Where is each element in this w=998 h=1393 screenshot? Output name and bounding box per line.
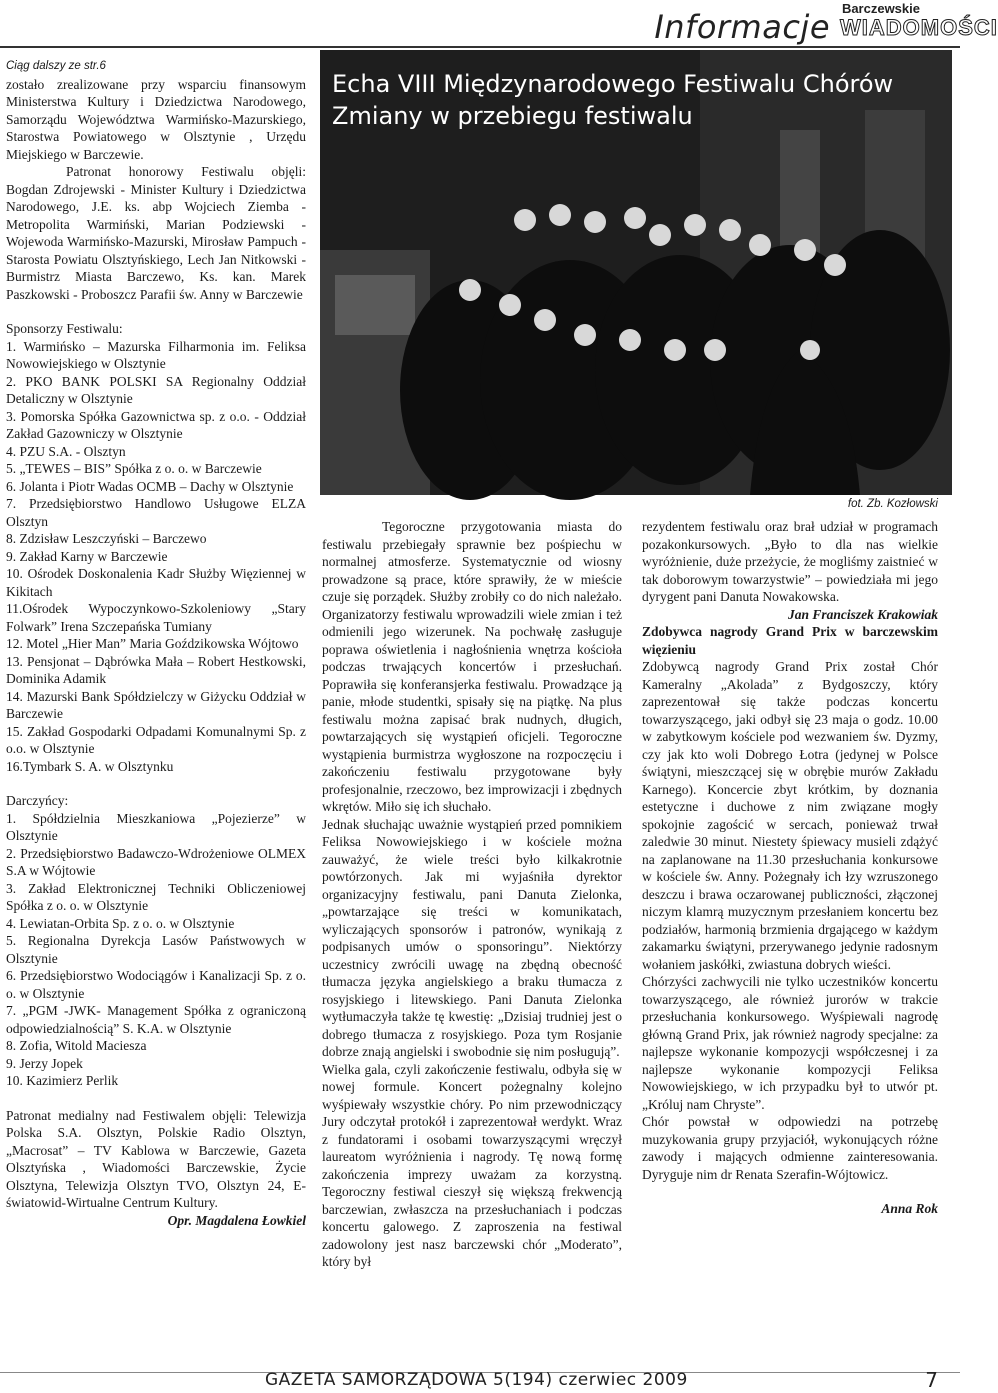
list-item: 6. Przedsiębiorstwo Wodociągów i Kanalizacji Sp. z o. o. w Olsztynie bbox=[6, 968, 306, 1001]
list-item: 14. Mazurski Bank Spółdzielczy w Giżycku Oddział w Barczewie bbox=[6, 688, 306, 721]
list-item: 13. Pensjonat – Dąbrówka Mała – Robert Hestkowski, Dominika Adamik bbox=[6, 653, 306, 686]
donors-list bbox=[6, 810, 306, 1090]
photo-credit: fot. Zb. Kozłowski bbox=[847, 498, 938, 510]
section-title: Informacje bbox=[654, 8, 830, 46]
choir-photo bbox=[320, 50, 952, 495]
col3-paragraph-2: Zdobywcą nagrody Grand Prix został Chór Kameralny „Akolada” z Bydgoszczy, który zaprezentował się także podczas koncertu towarzyszącego, jaki odbył się 23 maja o godz. 10.00 w zabytkowym kościele pod wezwaniem św. Dyzmy, czy jak kto woli Dobrego Łotra (jedynej w Polsce świątyni, mieszczącej się w obrębie murów Zakładu Karnego). Koncercie zbyt krótkim, by doznania estetyczne i duchowe z nim związane mogły spokojnie zagościć w sercach, ponieważ trwał zaledwie 30 minut. Niestety śpiewacy musieli zdążyć na zaplanowane na 11.30 przesłuchania konkursowe w kościele św. Anny. Pożegnały ich łzy wzruszonego deszczu i brawa oczarowanej publiczności, złączonej niczym klamrą muzycznym przesłaniem koncertu bez podziałów, harmonią brzmienia drgającego w każdym zakamarku świątyni, przerywanego jedynie radosnym wołaniem jaskółki, zwiastuna dobrych wieści. bbox=[642, 659, 938, 972]
column-left bbox=[6, 58, 306, 1229]
list-item: 4. Lewiatan-Orbita Sp. z o. o. w Olsztynie bbox=[6, 915, 235, 931]
article-title-line-1: Echa VIII Międzynarodowego Festiwalu Chórów bbox=[332, 70, 894, 98]
column-right bbox=[642, 518, 938, 1218]
col3-paragraph-4: Chór powstał w odpowiedzi na potrzebę muzykowania grupy przyjaciół, wykonujących różne zawody i mających odmienne zainteresowania. Dyryguje nim dr Renata Szerafin-Wójtowicz. bbox=[642, 1114, 938, 1182]
article-title-line-2: Zmiany w przebiegu festiwalu bbox=[332, 102, 693, 130]
media-patrons: Patronat medialny nad Festiwalem objęli: Telewizja Polska S.A. Olsztyn, Polskie Radio Olsztyn, „Macrosat” – TV Kablowa w Barczewie, Gazeta Olsztyńska , Wiadomości Barczewskie, Życie Olsztyna, Telewizja Olsztyn TVO, Olsztyn 24, E- światowid-Wirtualne Centrum Kultury. bbox=[6, 1107, 306, 1210]
list-item: 8. Zofia, Witold Maciesza bbox=[6, 1038, 147, 1053]
publication-logo bbox=[840, 1, 998, 42]
footer-publication: GAZETA SAMORZĄDOWA 5(194) czerwiec 2009 bbox=[265, 1370, 688, 1390]
continued-note: Ciąg dalszy ze str.6 bbox=[6, 60, 106, 72]
col1-paragraph-2: Patronat honorowy Festiwalu objęli: Bogdan Zdrojewski - Minister Kultury i Dziedzictwa Narodowego, J.E. ks. abp Wojciech Ziemba - Metropolita Warmiński, Marian Podziewski - Wojewoda Warmińsko-Mazurski, Mirosław Pampuch - Starosta Powiatu Olsztyńskiego, Lech Jan Nitkowski - Burmistrz Miasta Barczewo, Ks. kan. Marek Paszkowski - Proboszcz Parafii św. Anny w Barczewie bbox=[6, 164, 306, 302]
list-item: 9. Zakład Karny w Barczewie bbox=[6, 548, 168, 564]
list-item: 2. PKO BANK POLSKI SA Regionalny Oddział Detaliczny w Olsztynie bbox=[6, 373, 306, 406]
col2-paragraph-1: Tegoroczne przygotowania miasta do festiwalu przebiegały sprawnie bez pośpiechu w normalnej atmosferze. Systematycznie od wiosny prowadzone są prace, które sprawiły, że w mieście czuje się porządek. Służby zrobiły co do nich należało. Organizatorzy festiwalu wprowadzili wiele zmian i też odmienili jego wizerunek. Na pochwałę zasługuje poprawa oświetlenia i nagłośnienia wnętrza kościoła podczas trwających koncertów i przesłuchań. Poprawiła się konferansjerka festiwalu. Prowadzące ją panie, młode studentki, spisały się na piątkę. Na plus festiwalu można zapisać brak nudnych, długich, powtarzających się wystąpień oficjeli. Tegoroczne wystąpienia burmistrza wygłoszone na rozpoczęciu i zakończeniu festiwalu przygotowane były profesjonalnie, rzeczowo, bez improwizacji i zbędnych wkrętów. Miło się ich słuchało. bbox=[322, 519, 622, 814]
list-item: 5. Regionalna Dyrekcja Lasów Państwowych w Olsztynie bbox=[6, 933, 306, 966]
header-rule bbox=[0, 46, 960, 48]
column-middle bbox=[322, 518, 622, 1271]
list-item: 11.Ośrodek Wypoczynkowo-Szkoleniowy „Stary Folwark” Irena Szczepańska Tumiany bbox=[6, 601, 306, 634]
sponsors-heading: Sponsorzy Festiwalu: bbox=[6, 321, 123, 336]
col3-paragraph-3: Chórzyści zachwycili nie tylko uczestników koncertu towarzyszącego, ale również jurorów w trakcie przesłuchania konkursowego. Wyśpiewali nagrodę główną Grand Prix, jak również nagrody specjalne: za najlepsze wykonanie kompozycji współczesnej i za najlepsze wykonanie kompozycji Feliksa Nowowiejskiego, w ich przypadku był to utwór pt. „Króluj nam Chryste”. bbox=[642, 974, 938, 1112]
list-item: 8. Zdzisław Leszczyński – Barczewo bbox=[6, 531, 207, 546]
page-number: 7 bbox=[925, 1368, 938, 1392]
list-item: 1. Spółdzielnia Mieszkaniowa „Pojezierze” w Olsztynie bbox=[6, 810, 306, 843]
list-item: 3. Zakład Elektronicznej Techniki Obliczeniowej Spółka z o. o. w Olsztynie bbox=[6, 880, 306, 913]
col3-paragraph-1: rezydentem festiwalu oraz brał udział w programach pozakonkursowych. „Było to dla nas wielkie wyróżnienie, duże przeżycie, że mogliśmy zaistnieć w tak doborowym towarzystwie” – powiedziała mi jego dyrygent pani Danuta Nowakowska. bbox=[642, 519, 938, 604]
donors-heading: Darczyńcy: bbox=[6, 793, 69, 808]
list-item: 6. Jolanta i Piotr Wadas OCMB – Dachy w Olsztynie bbox=[6, 478, 294, 494]
logo-bottom-text: WIADOMOŚCI bbox=[840, 15, 998, 40]
section-heading-grand-prix: Zdobywca nagrody Grand Prix w barczewskim więzieniu bbox=[642, 624, 938, 657]
list-item: 15. Zakład Gospodarki Odpadami Komunalnymi Sp. z o.o. w Olsztynie bbox=[6, 723, 306, 756]
col1-paragraph-1: zostało zrealizowane przy wsparciu finansowym Ministerstwa Kultury i Dziedzictwa Narodowego, Samorządu Województwa Warmińsko-Mazurskiego, Starostwa Powiatowego w Olsztynie , Urzędu Miejskiego w Barczewie. bbox=[6, 76, 306, 162]
col2-paragraph-2: Jednak słuchając uważnie wystąpień przed pomnikiem Feliksa Nowowiejskiego i w kościele można zauważyć, że wiele treści było kilkakrotnie powtórzonych. Jak mi wyjaśniła dyrektor organizacyjny festiwalu, pani Danuta Zielonka, „powtarzające się treści w komunikatach, wyliczających sponsorów i patronów, wynikają z podpisanych umów o sponsoringu”. Niektórzy uczestnicy zwrócili uwagę na zbędną obecność tłumacza języka angielskiego a braku tłumacza z rosyjskiego i litewskiego. Pani Danuta Zielonka wytłumaczyła także tę kwestię: „Dzisiaj trudniej jest o dobrego tłumacza z rosyjskiego. Poza tym Rosjanie dobrze znają angielski i swobodnie się nim posługują”. bbox=[322, 816, 622, 1059]
list-item: 7. „PGM -JWK- Management Spółka z ograniczoną odpowiedzialnością” S. K.A. w Olsztynie bbox=[6, 1003, 306, 1036]
list-item: 10. Ośrodek Doskonalenia Kadr Służby Więziennej w Kikitach bbox=[6, 566, 306, 599]
col2-paragraph-3: Wielka gala, czyli zakończenie festiwalu, odbyła się w nowej formule. Koncert pożegnalny kolejno wyśpiewały wszystkie chóry. Po nim przewodniczący Jury odczytał protokół i zaprezentował werdykt. Wraz z fundatorami i osobami towarzyszącymi wręczył laureatom wyróżnienia i nagrody. Tę nową formę zakończenia imprezy uważam za korzystną. Tegoroczny festiwal cieszył się większą frekwencją barczewian, zwłaszcza na przesłuchaniach i podczas koncertu galowego. Z zaproszenia na festiwal zadowolony jest nasz barczewski chór „Moderato”, który był bbox=[322, 1061, 622, 1269]
list-item: 12. Motel „Hier Man” Maria Goździkowska Wójtowo bbox=[6, 636, 299, 651]
list-item: 1. Warmińsko – Mazurska Filharmonia im. Feliksa Nowowiejskiego w Olsztynie bbox=[6, 338, 306, 371]
col1-signature: Opr. Magdalena Łowkiel bbox=[167, 1212, 306, 1228]
list-item: 4. PZU S.A. - Olsztyn bbox=[6, 443, 126, 459]
list-item: 2. Przedsiębiorstwo Badawczo-Wdrożeniowe OLMEX S.A w Wójtowie bbox=[6, 845, 306, 878]
list-item: 5. „TEWES – BIS” Spółka z o. o. w Barczewie bbox=[6, 461, 262, 476]
list-item: 10. Kazimierz Perlik bbox=[6, 1073, 119, 1088]
sponsors-list bbox=[6, 338, 306, 776]
list-item: 3. Pomorska Spółka Gazownictwa sp. z o.o. - Oddział Zakład Gazowniczy w Olsztynie bbox=[6, 408, 306, 441]
col3-signature-2: Anna Rok bbox=[881, 1201, 938, 1216]
list-item: 7. Przedsiębiorstwo Handlowo Usługowe ELZA Olsztyn bbox=[6, 496, 306, 529]
list-item: 9. Jerzy Jopek bbox=[6, 1055, 83, 1071]
list-item: 16.Tymbark S. A. w Olsztynku bbox=[6, 758, 174, 774]
article-title bbox=[332, 68, 893, 132]
logo-top-text: Barczewskie bbox=[841, 1, 920, 16]
col3-signature-1: Jan Franciszek Krakowiak bbox=[787, 606, 938, 622]
